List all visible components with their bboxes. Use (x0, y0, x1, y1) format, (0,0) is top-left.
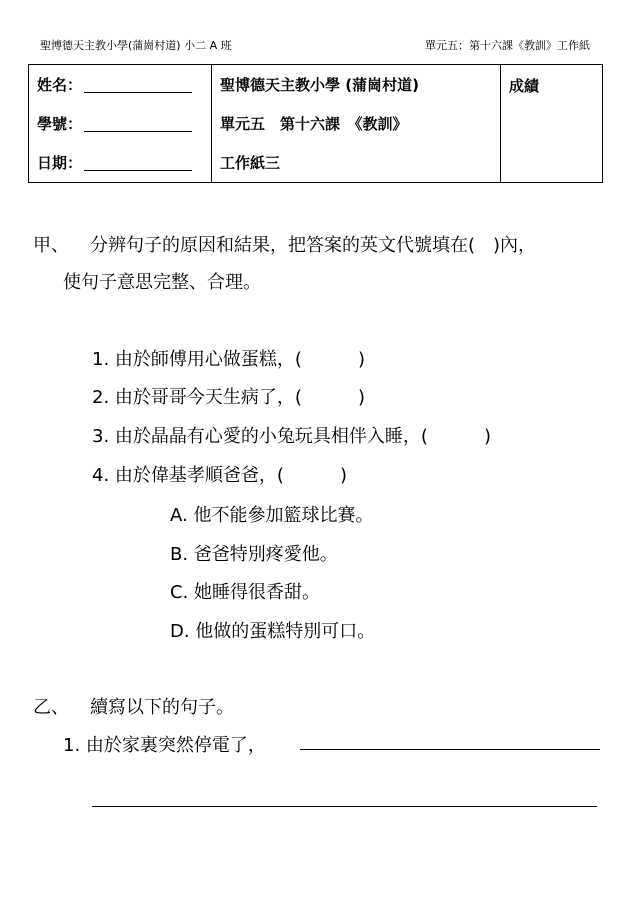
question-3 (92, 422, 491, 448)
name-blank[interactable] (84, 77, 192, 93)
name-label: 姓名： (37, 76, 83, 94)
section-b-question-1 (63, 731, 266, 757)
question-1 (92, 345, 365, 371)
question-text: 由於家裏突然停電了， (85, 735, 266, 756)
school-name: 聖博德天主教小學 (蒲崗村道) (220, 76, 419, 94)
date-label: 日期： (37, 154, 83, 172)
sheet-title: 工作紙三 (220, 154, 281, 172)
section-b-instruction: 續寫以下的句子。 (90, 697, 234, 718)
question-text: 由於偉基孝順爸爸，( (114, 465, 284, 486)
number-label: 學號： (37, 115, 83, 133)
question-close: ) (357, 387, 365, 408)
question-number: 4. (92, 465, 110, 486)
section-a-heading: 甲、 (33, 235, 69, 256)
question-2 (92, 383, 365, 409)
question-text: 由於晶晶有心愛的小兔玩具相伴入睡，( (114, 426, 428, 447)
section-a-instruction-2: 使句子意思完整、合理。 (63, 272, 261, 293)
option-a: A. 他不能參加籃球比賽。 (170, 505, 374, 526)
number-blank[interactable] (84, 116, 192, 132)
question-4 (92, 461, 347, 487)
question-number: 3. (92, 426, 110, 447)
date-blank[interactable] (84, 155, 192, 171)
option-c: C. 她睡得很香甜。 (170, 582, 321, 603)
question-number: 1. (63, 735, 81, 756)
answer-line-2[interactable] (92, 806, 597, 807)
question-close: ) (357, 349, 365, 370)
info-table (28, 64, 603, 183)
student-info-cell (29, 65, 212, 183)
option-b: B. 爸爸特別疼愛他。 (170, 544, 338, 565)
page-header-left: 聖博德天主教小學(蒲崗村道) 小二 A 班 (40, 39, 232, 52)
number-row (29, 104, 211, 143)
section-b-heading: 乙、 (33, 697, 69, 718)
question-close: ) (483, 426, 491, 447)
section-a-instruction-1: 分辨句子的原因和結果，把答案的英文代號填在( )內， (90, 235, 537, 256)
option-d: D. 他做的蛋糕特別可口。 (170, 621, 376, 642)
answer-line-1[interactable] (300, 749, 600, 750)
question-number: 1. (92, 349, 110, 370)
question-text: 由於師傅用心做蛋糕，( (114, 349, 302, 370)
page-header-right: 單元五：第十六課《教訓》工作紙 (425, 39, 590, 52)
grade-cell[interactable] (501, 65, 603, 183)
question-text: 由於哥哥今天生病了，( (114, 387, 302, 408)
name-row (29, 65, 211, 104)
grade-label: 成績 (509, 77, 540, 95)
unit-title: 單元五 第十六課 《教訓》 (220, 115, 408, 133)
course-info-cell (212, 65, 501, 183)
question-close: ) (339, 465, 347, 486)
date-row (29, 143, 211, 182)
question-number: 2. (92, 387, 110, 408)
